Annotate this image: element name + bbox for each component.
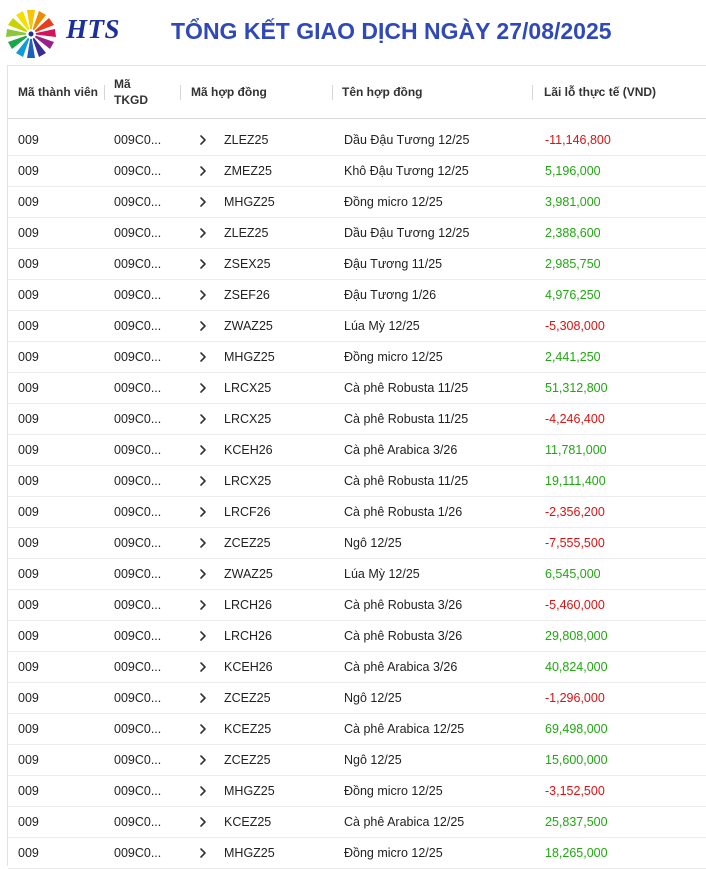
cell-contract-code: KCEZ25 xyxy=(224,722,272,736)
cell-contract-name: Dầu Đậu Tương 12/25 xyxy=(344,226,470,240)
chevron-right-icon[interactable] xyxy=(197,196,209,208)
table-row[interactable] xyxy=(8,590,706,621)
cell-account: 009C0... xyxy=(114,722,162,736)
cell-account: 009C0... xyxy=(114,133,162,147)
cell-member: 009 xyxy=(18,319,39,333)
cell-contract-code: LRCX25 xyxy=(224,412,272,426)
table-row[interactable] xyxy=(8,776,706,807)
cell-account: 009C0... xyxy=(114,505,162,519)
cell-account: 009C0... xyxy=(114,443,162,457)
cell-contract-code: KCEZ25 xyxy=(224,815,272,829)
cell-contract-code: ZLEZ25 xyxy=(224,226,269,240)
cell-account: 009C0... xyxy=(114,784,162,798)
cell-account: 009C0... xyxy=(114,629,162,643)
cell-contract-name: Cà phê Robusta 11/25 xyxy=(344,412,469,426)
cell-contract-code: LRCH26 xyxy=(224,629,272,643)
page-header xyxy=(0,0,706,64)
cell-pnl: -11,146,800 xyxy=(545,133,611,147)
table-row[interactable] xyxy=(8,404,706,435)
cell-contract-name: Lúa Mỳ 12/25 xyxy=(344,567,420,581)
cell-account: 009C0... xyxy=(114,226,162,240)
cell-contract-name: Cà phê Arabica 12/25 xyxy=(344,815,465,829)
table-row[interactable] xyxy=(8,559,706,590)
cell-member: 009 xyxy=(18,474,39,488)
hts-logo-icon xyxy=(4,4,62,60)
cell-pnl: 69,498,000 xyxy=(545,722,608,736)
column-header-account[interactable]: Mã TKGD xyxy=(114,77,148,107)
table-header xyxy=(8,66,706,119)
chevron-right-icon[interactable] xyxy=(197,227,209,239)
table-row[interactable] xyxy=(8,714,706,745)
table-row[interactable] xyxy=(8,187,706,218)
cell-member: 009 xyxy=(18,815,39,829)
cell-account: 009C0... xyxy=(114,474,162,488)
cell-contract-name: Ngô 12/25 xyxy=(344,753,402,767)
cell-pnl: -5,460,000 xyxy=(545,598,605,612)
cell-pnl: 11,781,000 xyxy=(545,443,607,457)
column-header-contract-name[interactable]: Tên hợp đồng xyxy=(342,85,423,99)
table-row[interactable] xyxy=(8,807,706,838)
cell-contract-code: ZSEF26 xyxy=(224,288,270,302)
cell-contract-name: Đồng micro 12/25 xyxy=(344,784,443,798)
cell-account: 009C0... xyxy=(114,660,162,674)
cell-account: 009C0... xyxy=(114,350,162,364)
chevron-right-icon[interactable] xyxy=(197,754,209,766)
cell-contract-code: ZLEZ25 xyxy=(224,133,269,147)
cell-contract-name: Cà phê Arabica 3/26 xyxy=(344,660,458,674)
chevron-right-icon[interactable] xyxy=(197,630,209,642)
cell-account: 009C0... xyxy=(114,567,162,581)
chevron-right-icon[interactable] xyxy=(197,599,209,611)
chevron-right-icon[interactable] xyxy=(197,351,209,363)
cell-member: 009 xyxy=(18,753,39,767)
cell-contract-name: Đồng micro 12/25 xyxy=(344,195,443,209)
cell-account: 009C0... xyxy=(114,288,162,302)
cell-pnl: -3,152,500 xyxy=(545,784,605,798)
chevron-right-icon[interactable] xyxy=(197,475,209,487)
cell-contract-code: LRCF26 xyxy=(224,505,271,519)
cell-pnl: 2,441,250 xyxy=(545,350,601,364)
cell-account: 009C0... xyxy=(114,195,162,209)
cell-contract-code: ZWAZ25 xyxy=(224,567,273,581)
cell-member: 009 xyxy=(18,381,39,395)
chevron-right-icon[interactable] xyxy=(197,661,209,673)
cell-contract-code: LRCX25 xyxy=(224,381,272,395)
chevron-right-icon[interactable] xyxy=(197,444,209,456)
table-row[interactable] xyxy=(8,745,706,776)
cell-account: 009C0... xyxy=(114,598,162,612)
chevron-right-icon[interactable] xyxy=(197,165,209,177)
cell-pnl: 25,837,500 xyxy=(545,815,608,829)
cell-member: 009 xyxy=(18,133,39,147)
cell-member: 009 xyxy=(18,536,39,550)
cell-contract-code: KCEH26 xyxy=(224,443,273,457)
chevron-right-icon[interactable] xyxy=(197,506,209,518)
chevron-right-icon[interactable] xyxy=(197,382,209,394)
table-row[interactable] xyxy=(8,249,706,280)
chevron-right-icon[interactable] xyxy=(197,568,209,580)
cell-pnl: -7,555,500 xyxy=(545,536,605,550)
cell-contract-name: Khô Đậu Tương 12/25 xyxy=(344,164,469,178)
cell-account: 009C0... xyxy=(114,257,162,271)
table-row[interactable] xyxy=(8,218,706,249)
table-row[interactable] xyxy=(8,466,706,497)
cell-pnl: 18,265,000 xyxy=(545,846,608,860)
cell-account: 009C0... xyxy=(114,536,162,550)
chevron-right-icon[interactable] xyxy=(197,723,209,735)
cell-contract-name: Cà phê Robusta 3/26 xyxy=(344,598,463,612)
cell-member: 009 xyxy=(18,164,39,178)
cell-member: 009 xyxy=(18,598,39,612)
cell-member: 009 xyxy=(18,660,39,674)
cell-account: 009C0... xyxy=(114,319,162,333)
cell-contract-name: Lúa Mỳ 12/25 xyxy=(344,319,420,333)
cell-pnl: -2,356,200 xyxy=(545,505,605,519)
table-row[interactable] xyxy=(8,342,706,373)
cell-contract-code: ZCEZ25 xyxy=(224,691,271,705)
cell-pnl: 6,545,000 xyxy=(545,567,601,581)
cell-member: 009 xyxy=(18,412,39,426)
cell-contract-name: Cà phê Robusta 1/26 xyxy=(344,505,463,519)
column-header-member[interactable]: Mã thành viên xyxy=(18,85,99,99)
page-title: TỔNG KẾT GIAO DỊCH NGÀY 27/08/2025 xyxy=(171,18,612,44)
cell-member: 009 xyxy=(18,629,39,643)
cell-account: 009C0... xyxy=(114,691,162,705)
table-row[interactable] xyxy=(8,528,706,559)
cell-member: 009 xyxy=(18,505,39,519)
cell-contract-name: Cà phê Robusta 11/25 xyxy=(344,381,469,395)
cell-contract-name: Đậu Tương 1/26 xyxy=(344,288,437,302)
column-divider[interactable] xyxy=(180,85,181,100)
cell-contract-name: Đậu Tương 11/25 xyxy=(344,257,443,271)
table-row[interactable] xyxy=(8,156,706,187)
table-row[interactable] xyxy=(8,683,706,714)
cell-member: 009 xyxy=(18,567,39,581)
cell-pnl: 19,111,400 xyxy=(545,474,606,488)
cell-member: 009 xyxy=(18,195,39,209)
table-row[interactable] xyxy=(8,119,706,156)
cell-account: 009C0... xyxy=(114,164,162,178)
cell-pnl: 2,388,600 xyxy=(545,226,601,240)
table-row[interactable] xyxy=(8,373,706,404)
brand-name: HTS xyxy=(66,14,121,44)
table-row[interactable] xyxy=(8,435,706,466)
column-header-contract-code[interactable]: Mã hợp đồng xyxy=(191,85,267,99)
cell-pnl: -1,296,000 xyxy=(545,691,605,705)
cell-account: 009C0... xyxy=(114,846,162,860)
chevron-right-icon[interactable] xyxy=(197,692,209,704)
trade-summary-table xyxy=(7,65,706,866)
cell-contract-code: ZMEZ25 xyxy=(224,164,272,178)
cell-contract-code: KCEH26 xyxy=(224,660,273,674)
cell-pnl: 5,196,000 xyxy=(545,164,601,178)
cell-contract-name: Dầu Đậu Tương 12/25 xyxy=(344,133,470,147)
cell-contract-code: ZCEZ25 xyxy=(224,536,271,550)
cell-member: 009 xyxy=(18,257,39,271)
table-row[interactable] xyxy=(8,280,706,311)
cell-pnl: 40,824,000 xyxy=(545,660,608,674)
column-divider[interactable] xyxy=(104,85,105,100)
cell-contract-code: MHGZ25 xyxy=(224,784,275,798)
cell-contract-code: LRCX25 xyxy=(224,474,272,488)
cell-contract-name: Cà phê Arabica 12/25 xyxy=(344,722,465,736)
cell-account: 009C0... xyxy=(114,815,162,829)
cell-member: 009 xyxy=(18,288,39,302)
cell-member: 009 xyxy=(18,443,39,457)
cell-member: 009 xyxy=(18,350,39,364)
chevron-right-icon[interactable] xyxy=(197,258,209,270)
cell-pnl: 15,600,000 xyxy=(545,753,608,767)
chevron-right-icon[interactable] xyxy=(197,785,209,797)
cell-member: 009 xyxy=(18,722,39,736)
cell-contract-code: LRCH26 xyxy=(224,598,272,612)
cell-pnl: -4,246,400 xyxy=(545,412,605,426)
chevron-right-icon[interactable] xyxy=(197,847,209,859)
column-divider[interactable] xyxy=(532,85,533,100)
cell-pnl: 29,808,000 xyxy=(545,629,608,643)
cell-contract-code: MHGZ25 xyxy=(224,350,275,364)
cell-contract-code: ZCEZ25 xyxy=(224,753,271,767)
cell-contract-name: Cà phê Robusta 3/26 xyxy=(344,629,463,643)
cell-member: 009 xyxy=(18,226,39,240)
cell-member: 009 xyxy=(18,784,39,798)
cell-contract-name: Đồng micro 12/25 xyxy=(344,350,443,364)
cell-pnl: 4,976,250 xyxy=(545,288,601,302)
table-row[interactable] xyxy=(8,838,706,869)
table-row[interactable] xyxy=(8,652,706,683)
cell-contract-name: Đồng micro 12/25 xyxy=(344,846,443,860)
cell-member: 009 xyxy=(18,691,39,705)
chevron-right-icon[interactable] xyxy=(197,289,209,301)
cell-contract-name: Cà phê Arabica 3/26 xyxy=(344,443,458,457)
cell-contract-code: MHGZ25 xyxy=(224,846,275,860)
chevron-right-icon[interactable] xyxy=(197,320,209,332)
chevron-right-icon[interactable] xyxy=(197,134,209,146)
cell-account: 009C0... xyxy=(114,412,162,426)
table-row[interactable] xyxy=(8,621,706,652)
cell-account: 009C0... xyxy=(114,381,162,395)
cell-contract-code: ZSEX25 xyxy=(224,257,271,271)
cell-contract-code: MHGZ25 xyxy=(224,195,275,209)
chevron-right-icon[interactable] xyxy=(197,816,209,828)
cell-pnl: 51,312,800 xyxy=(545,381,608,395)
table-row[interactable] xyxy=(8,311,706,342)
column-divider[interactable] xyxy=(332,85,333,100)
cell-contract-name: Cà phê Robusta 11/25 xyxy=(344,474,469,488)
cell-contract-name: Ngô 12/25 xyxy=(344,691,402,705)
table-body xyxy=(8,119,706,869)
cell-pnl: 3,981,000 xyxy=(545,195,601,209)
cell-pnl: 2,985,750 xyxy=(545,257,601,271)
cell-contract-name: Ngô 12/25 xyxy=(344,536,402,550)
cell-contract-code: ZWAZ25 xyxy=(224,319,273,333)
cell-member: 009 xyxy=(18,846,39,860)
chevron-right-icon[interactable] xyxy=(197,413,209,425)
column-header-pnl[interactable]: Lãi lỗ thực tế (VND) xyxy=(544,85,657,99)
cell-account: 009C0... xyxy=(114,753,162,767)
cell-pnl: -5,308,000 xyxy=(545,319,605,333)
table-row[interactable] xyxy=(8,497,706,528)
chevron-right-icon[interactable] xyxy=(197,537,209,549)
